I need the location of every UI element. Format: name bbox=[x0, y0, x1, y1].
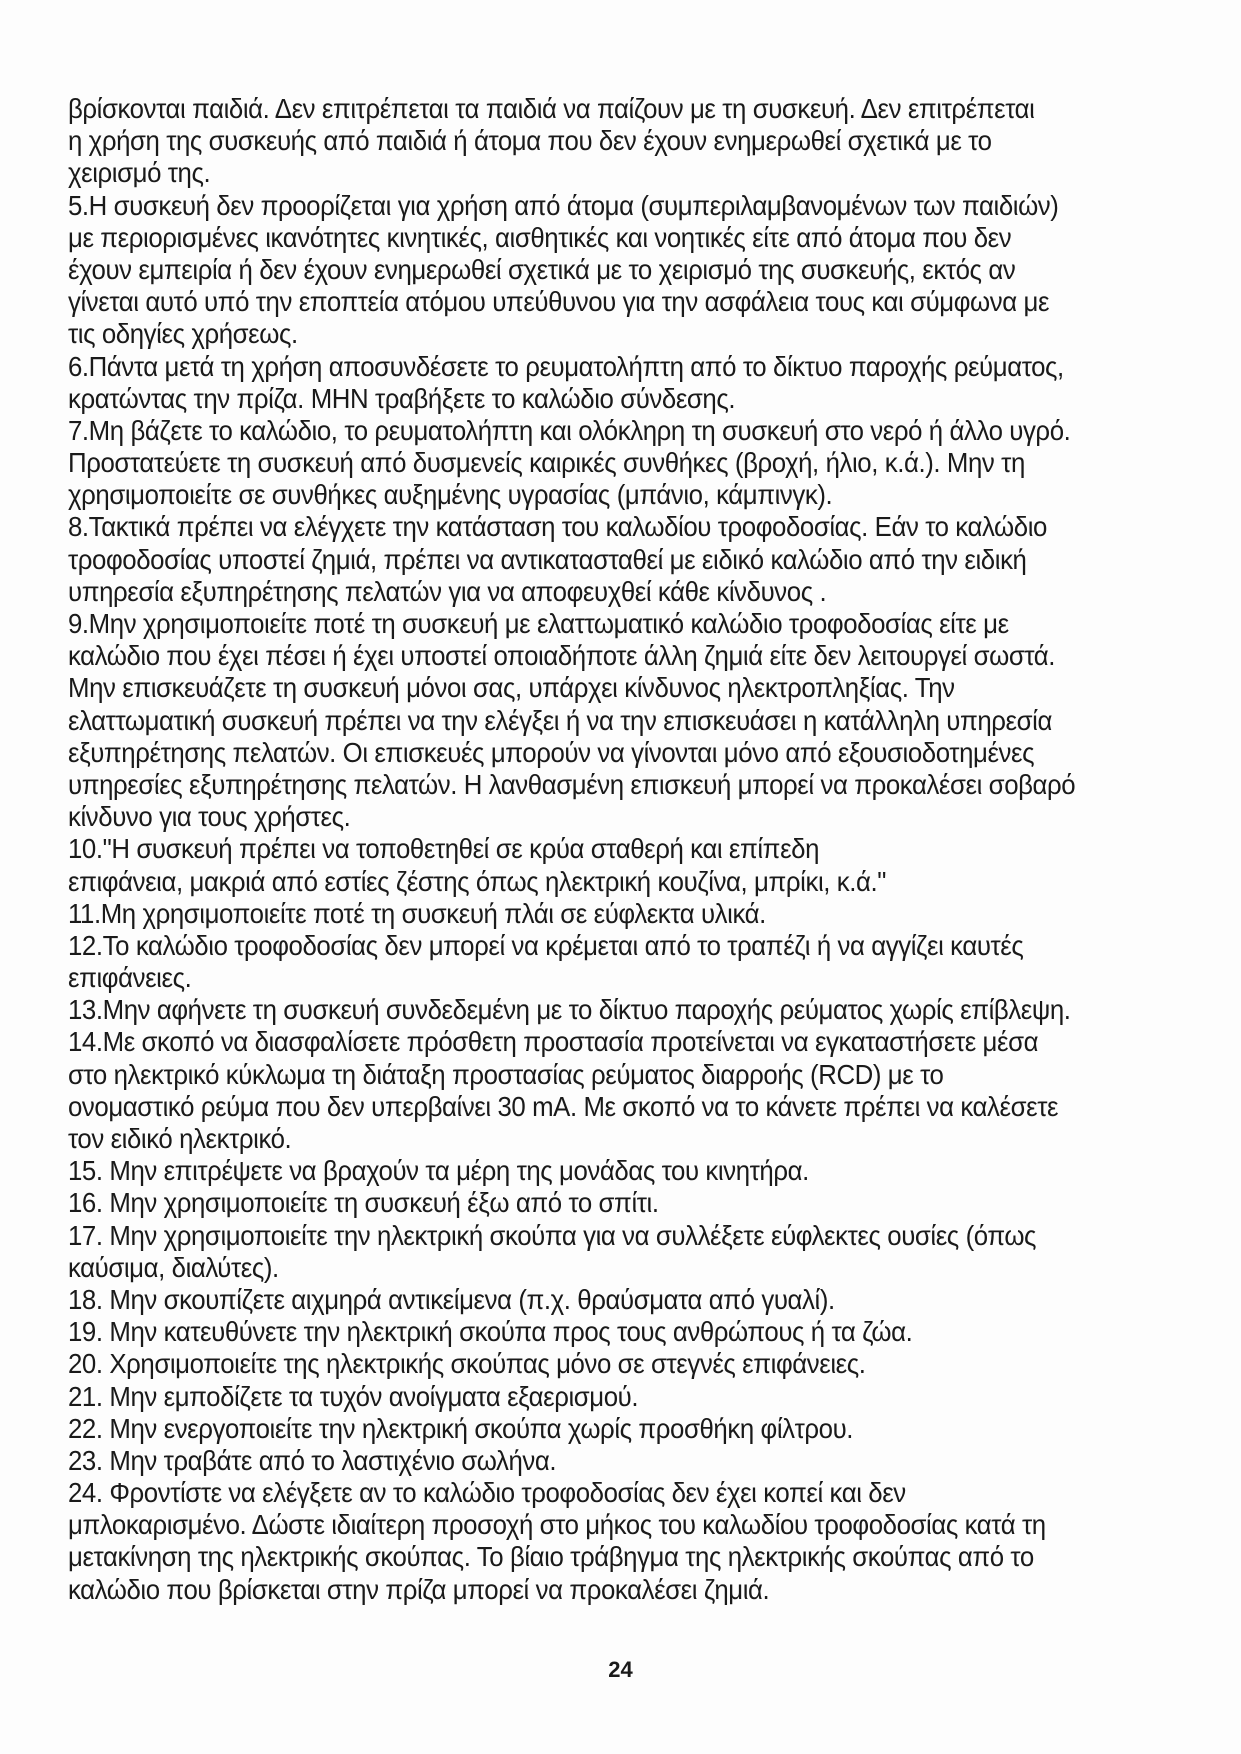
text-line: κρατώντας την πρίζα. ΜΗΝ τραβήξετε το καλώδιο σύνδεσης. bbox=[68, 381, 736, 414]
text-line: βρίσκονται παιδιά. Δεν επιτρέπεται τα παιδιά να παίζουν με τη συσκευή. Δεν επιτρέπεται bbox=[68, 92, 1035, 124]
text-line: 8.Τακτικά πρέπει να ελέγχετε την κατάσταση του καλωδίου τροφοδοσίας. Εάν το καλώδιο bbox=[68, 510, 1047, 543]
text-line: μετακίνηση της ηλεκτρικής σκούπας. Το βίαιο τράβηγμα της ηλεκτρικής σκούπας από το bbox=[68, 1540, 1034, 1573]
text-line: τις οδηγίες χρήσεως. bbox=[68, 317, 298, 350]
text-line: εξυπηρέτησης πελατών. Οι επισκευές μπορούν να γίνονται μόνο από εξουσιοδοτημένες bbox=[68, 735, 1035, 768]
text-line: 24. Φροντίστε να ελέγξετε αν το καλώδιο τροφοδοσίας δεν έχει κοπεί και δεν bbox=[68, 1476, 906, 1509]
text-line: 23. Μην τραβάτε από το λαστιχένιο σωλήνα. bbox=[68, 1443, 557, 1476]
text-line: 13.Μην αφήνετε τη συσκευή συνδεδεμένη με το δίκτυο παροχής ρεύματος χωρίς επίβλεψη. bbox=[68, 993, 1071, 1026]
text-line: 19. Μην κατευθύνετε την ηλεκτρική σκούπα προς τους ανθρώπους ή τα ζώα. bbox=[68, 1315, 913, 1348]
text-line: 15. Μην επιτρέψετε να βραχούν τα μέρη της μονάδας του κινητήρα. bbox=[68, 1154, 809, 1187]
text-line: με περιορισμένες ικανότητες κινητικές, αισθητικές και νοητικές είτε από άτομα που δεν bbox=[68, 220, 1012, 253]
text-line: 5.Η συσκευή δεν προορίζεται για χρήση από άτομα (συμπεριλαμβανομένων των παιδιών) bbox=[68, 188, 1059, 221]
page-number: 24 bbox=[608, 1657, 633, 1682]
text-line: 21. Μην εμποδίζετε τα τυχόν ανοίγματα εξαερισμού. bbox=[68, 1379, 639, 1412]
text-line: μπλοκαρισμένο. Δώστε ιδιαίτερη προσοχή στο μήκος του καλωδίου τροφοδοσίας κατά τη bbox=[68, 1508, 1046, 1541]
text-line: επιφάνεια, μακριά από εστίες ζέστης όπως ηλεκτρική κουζίνα, μπρίκι, κ.ά." bbox=[68, 864, 887, 897]
text-line: κίνδυνο για τους χρήστες. bbox=[68, 800, 351, 833]
text-line: 16. Μην χρησιμοποιείτε τη συσκευή έξω από το σπίτι. bbox=[68, 1186, 659, 1219]
text-line: Προστατεύετε τη συσκευή από δυσμενείς καιρικές συνθήκες (βροχή, ήλιο, κ.ά.). Μην τη bbox=[68, 446, 1025, 479]
text-line: 6.Πάντα μετά τη χρήση αποσυνδέσετε το ρευματολήπτη από το δίκτυο παροχής ρεύματος, bbox=[68, 349, 1064, 382]
text-line: 14.Με σκοπό να διασφαλίσετε πρόσθετη προστασία προτείνεται να εγκαταστήσετε μέσα bbox=[68, 1025, 1039, 1058]
text-line: 12.Το καλώδιο τροφοδοσίας δεν μπορεί να κρέμεται από το τραπέζι ή να αγγίζει καυτές bbox=[68, 928, 1024, 961]
text-line: 9.Μην χρησιμοποιείτε ποτέ τη συσκευή με ελαττωματικό καλώδιο τροφοδοσίας είτε με bbox=[68, 607, 1009, 639]
text-line: τον ειδικό ηλεκτρικό. bbox=[68, 1122, 292, 1154]
text-line: 20. Χρησιμοποιείτε της ηλεκτρικής σκούπας μόνο σε στεγνές επιφάνειες. bbox=[68, 1347, 866, 1380]
text-line: γίνεται αυτό υπό την εποπτεία ατόμου υπεύθυνου για την ασφάλεια τους και σύμφωνα με bbox=[68, 285, 1050, 318]
text-line: η χρήση της συσκευής από παιδιά ή άτομα που δεν έχουν ενημερωθεί σχετικά με το bbox=[68, 124, 992, 157]
text-line: επιφάνειες. bbox=[68, 961, 192, 994]
text-line: ελαττωματική συσκευή πρέπει να την ελέγξει ή να την επισκευάσει η κατάλληλη υπηρεσία bbox=[68, 703, 1052, 736]
text-line: καλώδιο που έχει πέσει ή έχει υποστεί οποιαδήποτε άλλη ζημιά είτε δεν λειτουργεί σωστά. bbox=[68, 639, 1056, 672]
text-line: 22. Μην ενεργοποιείτε την ηλεκτρική σκούπα χωρίς προσθήκη φίλτρου. bbox=[68, 1411, 854, 1444]
text-line: ονομαστικό ρεύμα που δεν υπερβαίνει 30 mA. Με σκοπό να το κάνετε πρέπει να καλέσετε bbox=[68, 1089, 1059, 1122]
text-line: 10."Η συσκευή πρέπει να τοποθετηθεί σε κρύα σταθερή και επίπεδη bbox=[68, 832, 820, 865]
text-line: υπηρεσία εξυπηρέτησης πελατών για να αποφευχθεί κάθε κίνδυνος . bbox=[68, 574, 827, 607]
text-line: καλώδιο που βρίσκεται στην πρίζα μπορεί να προκαλέσει ζημιά. bbox=[68, 1572, 770, 1605]
text-line: έχουν εμπειρία ή δεν έχουν ενημερωθεί σχετικά με το χειρισμό της συσκευής, εκτός αν bbox=[68, 252, 1016, 285]
text-line: 7.Μη βάζετε το καλώδιο, το ρευματολήπτη και ολόκληρη τη συσκευή στο νερό ή άλλο υγρό. bbox=[68, 413, 1071, 446]
text-line: Μην επισκευάζετε τη συσκευή μόνοι σας, υπάρχει κίνδυνος ηλεκτροπληξίας. Την bbox=[68, 671, 955, 704]
text-line: καύσιμα, διαλύτες). bbox=[68, 1250, 279, 1283]
text-line: στο ηλεκτρικό κύκλωμα τη διάταξη προστασίας ρεύματος διαρροής (RCD) με το bbox=[68, 1057, 944, 1090]
text-line: 18. Μην σκουπίζετε αιχμηρά αντικείμενα (π.χ. θραύσματα από γυαλί). bbox=[68, 1282, 835, 1315]
text-line: τροφοδοσίας υποστεί ζημιά, πρέπει να αντικατασταθεί με ειδικό καλώδιο από την ειδική bbox=[68, 542, 1027, 575]
text-line: 11.Μη χρησιμοποιείτε ποτέ τη συσκευή πλάι σε εύφλεκτα υλικά. bbox=[68, 896, 766, 929]
text-line: χειρισμό της. bbox=[68, 156, 211, 189]
safety-instructions-text bbox=[68, 92, 1091, 1637]
text-line: υπηρεσίες εξυπηρέτησης πελατών. Η λανθασμένη επισκευή μπορεί να προκαλέσει σοβαρό bbox=[68, 767, 1076, 800]
text-line: 17. Μην χρησιμοποιείτε την ηλεκτρική σκούπα για να συλλέξετε εύφλεκτες ουσίες (όπως bbox=[68, 1218, 1037, 1251]
text-line bbox=[68, 1605, 1091, 1637]
text-line: χρησιμοποιείτε σε συνθήκες αυξημένης υγρασίας (μπάνιο, κάμπινγκ). bbox=[68, 478, 833, 511]
